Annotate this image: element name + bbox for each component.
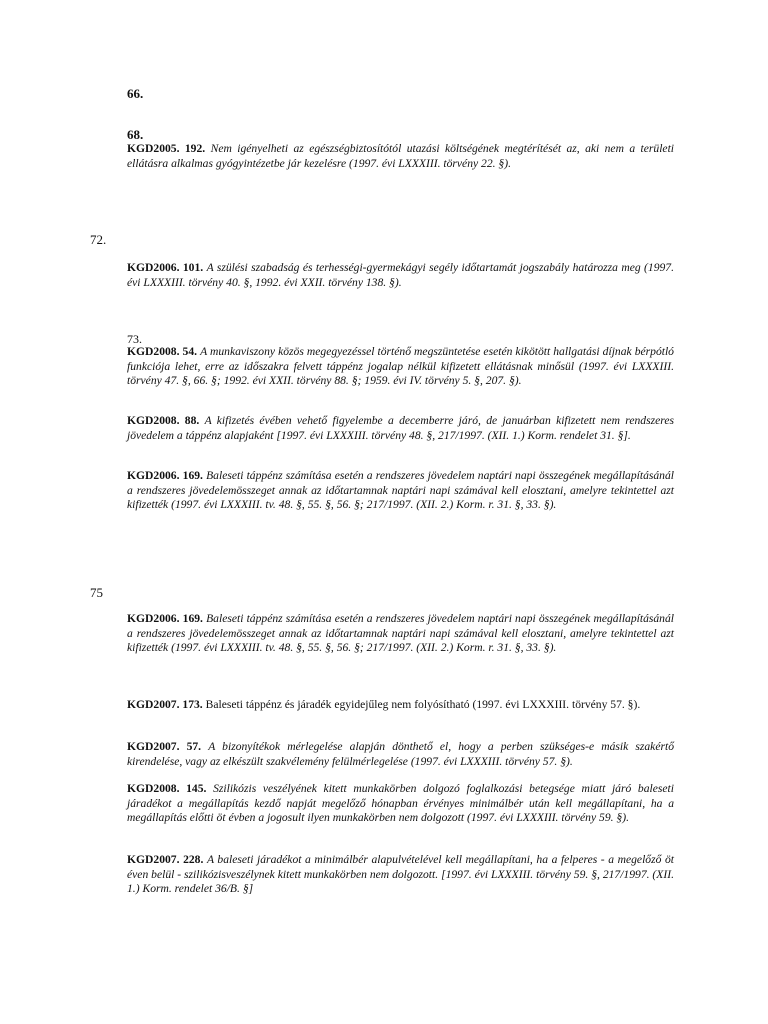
ruling-entry: [127, 782, 674, 826]
ruling-entry: [127, 142, 674, 171]
ruling-entry: [127, 261, 674, 290]
ruling-entry: [127, 345, 674, 389]
ruling-entry: [127, 414, 674, 443]
ruling-text: Baleseti táppénz számítása esetén a rendszeres jövedelem naptári napi összegének megállapításánál a rendszeres jövedelemösszeget annak az időtartamnak naptári napi számával kell elosztani, amelyre tekintettel azt kifizették (1997. évi LXXXIII. tv. 48. §, 55. §, 56. §; 217/1997. (XII. 2.) Korm. r. 31. §, 33. §).: [127, 469, 674, 512]
ruling-code: KGD2007. 228.: [127, 853, 204, 866]
ruling-code: KGD2006. 169.: [127, 612, 203, 625]
ruling-text: A kifizetés évében vehető figyelembe a decemberre járó, de januárban kifizetett nem rendszeres jövedelem a táppénz alapjaként [1997. évi LXXXIII. törvény 48. §, 217/1997. (XII. 1.) Korm. rendelet 31. §].: [127, 414, 674, 442]
ruling-code: KGD2007. 173.: [127, 698, 203, 711]
ruling-entry: [127, 612, 674, 656]
ruling-entry: [127, 469, 674, 513]
ruling-text: Baleseti táppénz és járadék egyidejűleg nem folyósítható (1997. évi LXXXIII. törvény 57. §).: [205, 698, 641, 711]
ruling-text: A szülési szabadság és terhességi-gyermekágyi segély időtartamát jogszabály határozza meg (1997. évi LXXXIII. törvény 40. §, 1992. évi XXII. törvény 138. §).: [127, 261, 674, 289]
section-number-68: 68.: [127, 127, 144, 142]
section-number-72: 72.: [90, 232, 107, 247]
section-number-73: 73.: [127, 332, 142, 346]
section-number-66: 66.: [127, 86, 144, 101]
ruling-code: KGD2008. 88.: [127, 414, 200, 427]
ruling-text: A munkaviszony közös megegyezéssel történő megszüntetése esetén kikötött hallgatási díjnak bérpótló funkciója lehet, erre az időszakra felvett táppénz jogalap nélkül kifizetett ellátásnak minősül (1997. évi LXXXIII. törvény 47. §, 66. §; 1992. évi XXII. törvény 88. §; 1959. évi IV. törvény 5. §, 207. §).: [127, 345, 674, 388]
ruling-text: Szilikózis veszélyének kitett munkakörben dolgozó foglalkozási betegsége miatt járó baleseti járadékot a megállapítás kezdő napját megelőző hónapban érvényes minimálbér után kell megállapítani, ha a megállapítás előtti öt évben a jogosult ilyen munkakörben nem dolgozott (1997. évi LXXXIII. törvény 59. §).: [127, 782, 674, 825]
ruling-code: KGD2008. 54.: [127, 345, 198, 358]
ruling-code: KGD2007. 57.: [127, 740, 202, 753]
ruling-text: Nem igényelheti az egészségbiztosítótól utazási költségének megtérítését az, aki nem a területi ellátásra alkalmas gyógyintézetbe jár kezelésre (1997. évi LXXXIII. törvény 22. §).: [127, 142, 675, 170]
ruling-code: KGD2006. 169.: [127, 469, 203, 482]
ruling-code: KGD2008. 145.: [127, 782, 207, 795]
ruling-entry: [127, 853, 674, 897]
ruling-entry: [127, 740, 674, 769]
section-number-75: 75: [90, 585, 103, 600]
ruling-text: A bizonyítékok mérlegelése alapján dönthető el, hogy a perben szükséges-e másik szakértő kirendelése, vagy az elkészült szakvélemény felülmérlegelése (1997. évi LXXXIII. törvény 57. §).: [127, 740, 675, 768]
ruling-code: KGD2006. 101.: [127, 261, 204, 274]
ruling-entry: [127, 698, 674, 713]
ruling-text: Baleseti táppénz számítása esetén a rendszeres jövedelem naptári napi összegének megállapításánál a rendszeres jövedelemösszeget annak az időtartamnak naptári napi számával kell elosztani, amelyre tekintettel azt kifizették (1997. évi LXXXIII. tv. 48. §, 55. §, 56. §; 217/1997. (XII. 2.) Korm. r. 31. §, 33. §).: [127, 612, 674, 655]
ruling-code: KGD2005. 192.: [127, 142, 206, 155]
ruling-text: A baleseti járadékot a minimálbér alapulvételével kell megállapítani, ha a felperes - a megelőző öt éven belül - szilikózisveszélynek kitett munkakörben nem dolgozott. [1997. évi LXXXIII. törvény 59. §, 217/1997. (XII. 1.) Korm. rendelet 36/B. §]: [127, 853, 674, 896]
